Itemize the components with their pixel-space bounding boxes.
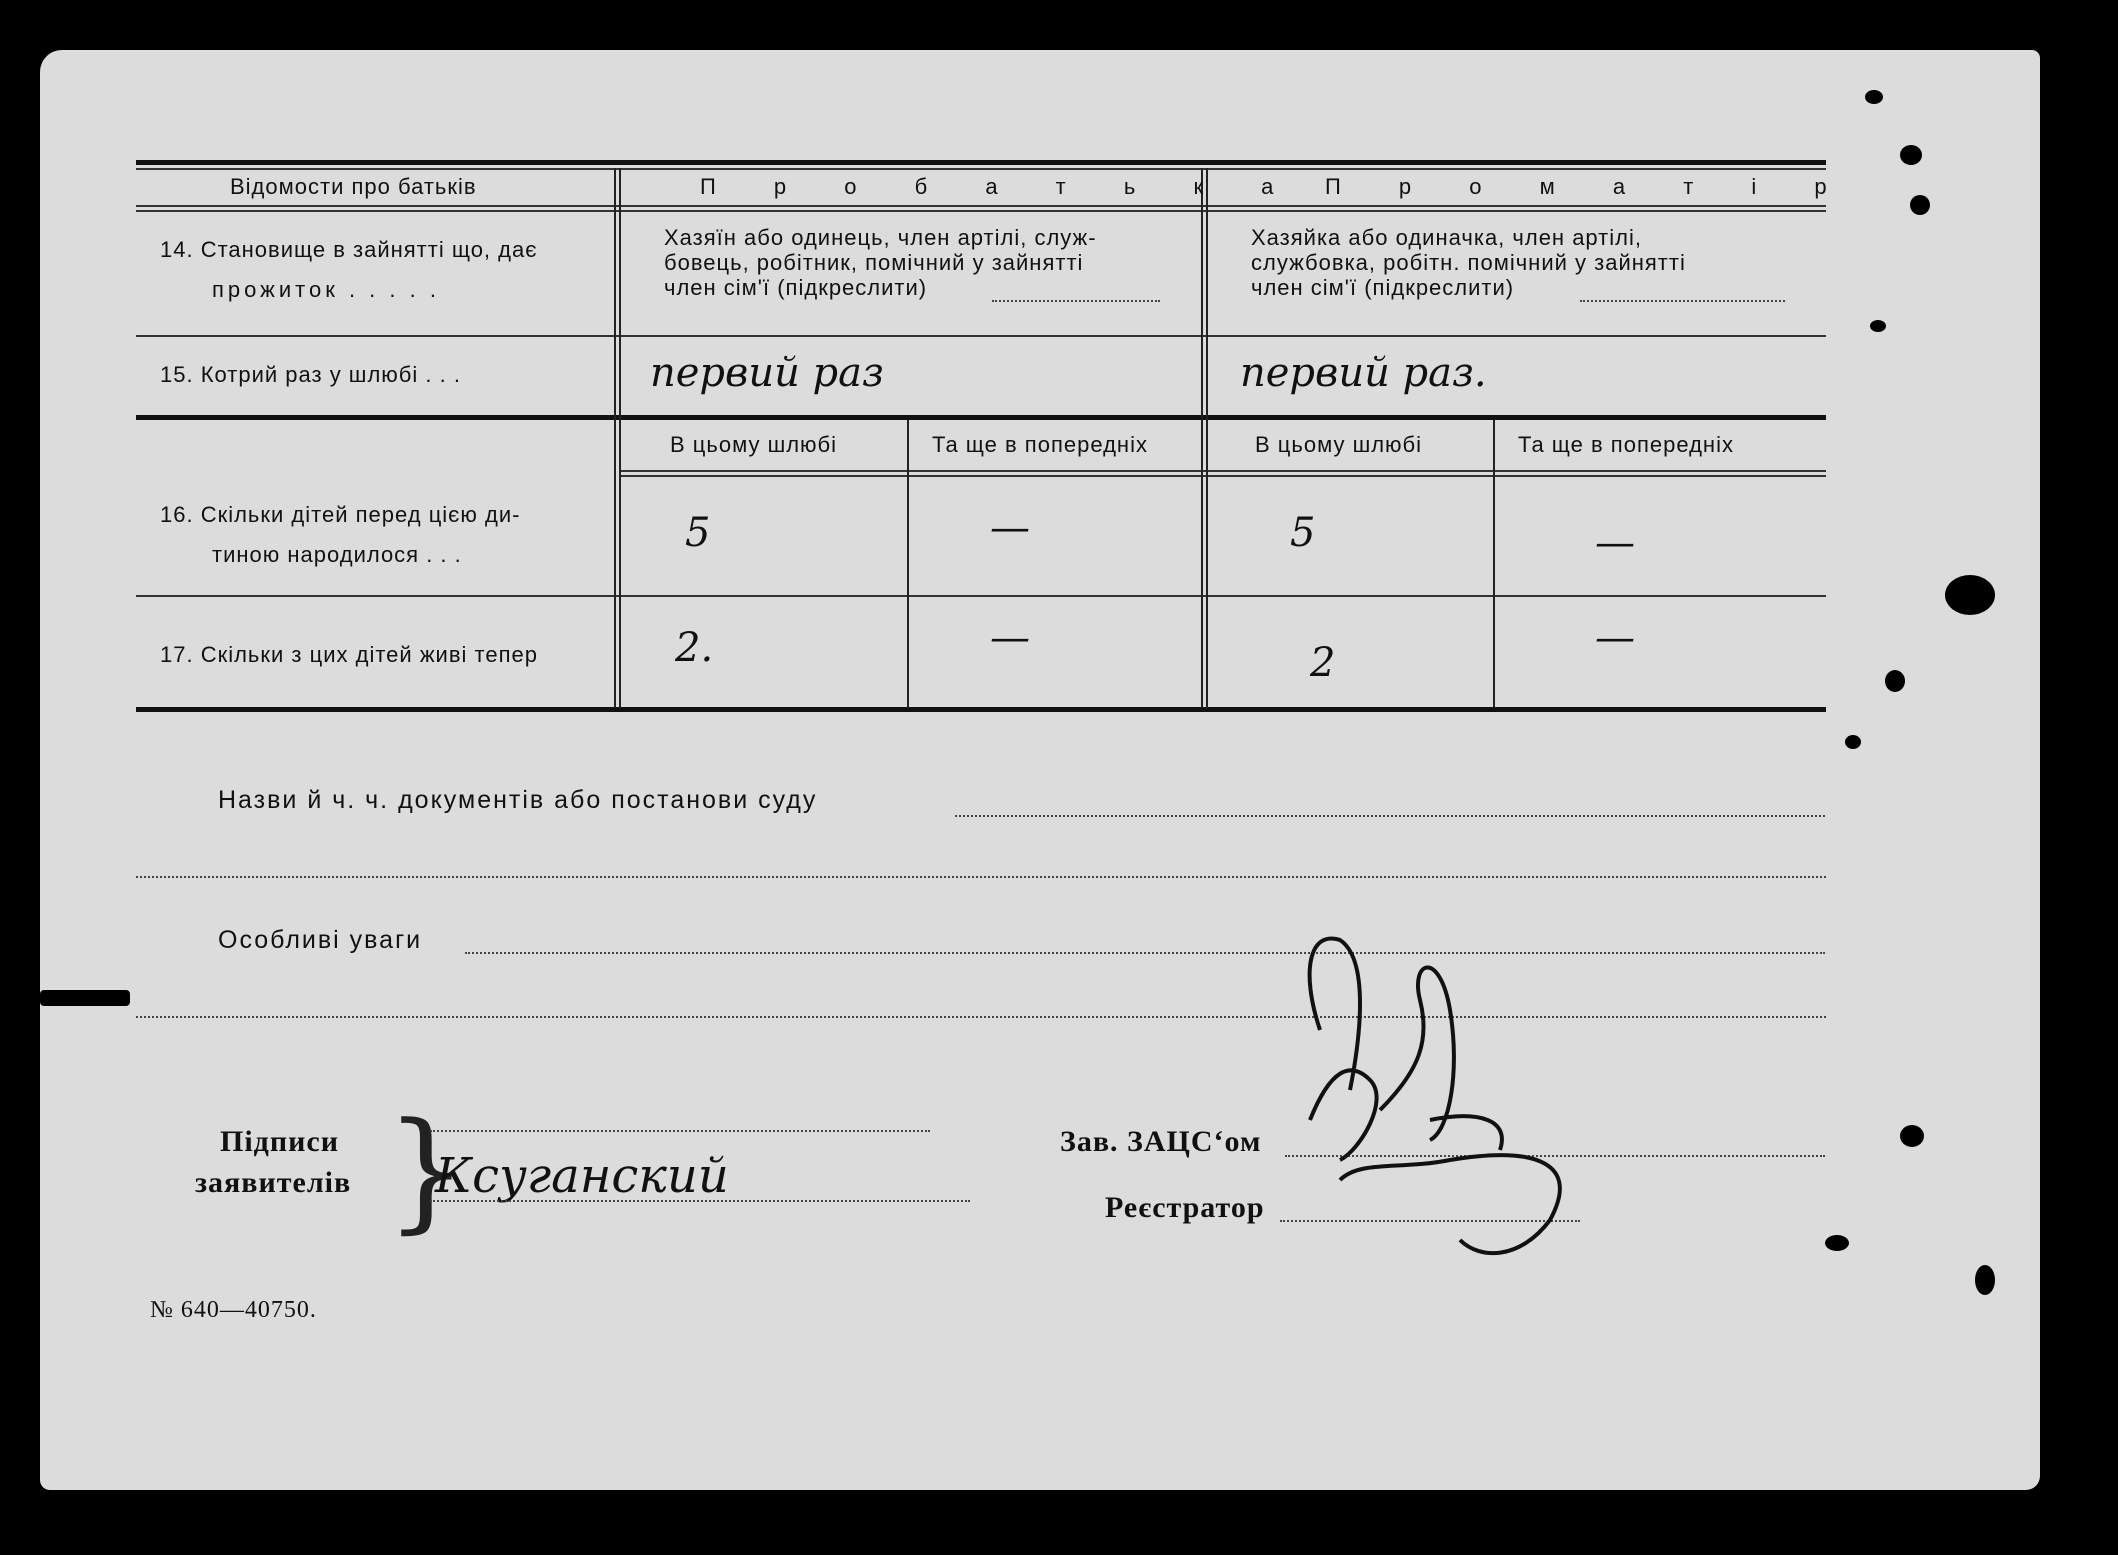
column-divider: [614, 168, 621, 708]
column-divider: [1201, 168, 1208, 708]
row14-mother-line1: Хазяйка або одиначка, член артілі,: [1251, 225, 1642, 250]
row14-father-line2: бовець, робітник, помічний у зайнятті: [664, 250, 1084, 275]
subheader-father-previous: Та ще в попередніх: [932, 432, 1148, 457]
row16-mother-this-value: 5: [1290, 510, 1316, 556]
row16-father-prev-value: —: [990, 505, 1030, 551]
section-divider: [136, 415, 1826, 420]
row15-label: 15. Котрий раз у шлюбі . . .: [160, 362, 461, 387]
row16-label: 16. Скільки дітей перед цією ди-: [160, 502, 521, 527]
registrar-label: Реєстратор: [1105, 1191, 1265, 1224]
header-father: П р о б а т ь к а: [700, 174, 1300, 199]
subheader-mother-this: В цьому шлюбі: [1255, 432, 1423, 457]
row14-mother-line2: службовка, робітн. помічний у зайнятті: [1251, 250, 1686, 275]
row16-label-cont: тиною народилося . . .: [212, 542, 462, 567]
document-sheet: [40, 50, 2040, 1490]
remarks-label: Особливі уваги: [218, 926, 423, 954]
header-mother: П р о м а т і р: [1325, 174, 1853, 199]
header-parents-info: Відомости про батьків: [230, 174, 477, 199]
row14-mother-line3: член сім'ї (підкреслити): [1251, 275, 1515, 300]
table-top-border: [136, 160, 1826, 165]
row15-father-handwriting: первий раз: [650, 350, 884, 396]
row14-label: 14. Становище в зайнятті що, дає: [160, 237, 538, 262]
applicant-signature: Ксуганский: [435, 1148, 729, 1204]
row17-father-this-value: 2.: [675, 625, 714, 671]
documents-label: Назви й ч. ч. документів або постанови суду: [218, 786, 818, 814]
column-divider: [907, 420, 909, 708]
row17-mother-this-value: 2: [1310, 640, 1336, 686]
row17-label: 17. Скільки з цих дітей живі тепер: [160, 642, 538, 667]
row14-label-cont: прожиток . . . . .: [212, 277, 440, 302]
subheader-mother-previous: Та ще в попередніх: [1518, 432, 1734, 457]
row17-father-prev-value: —: [990, 615, 1030, 661]
zags-head-label: Зав. ЗАЦС‘ом: [1060, 1125, 1262, 1158]
table-bottom-border: [136, 707, 1826, 712]
row15-mother-handwriting: первий раз.: [1240, 350, 1487, 396]
row16-mother-prev-value: —: [1595, 520, 1635, 566]
applicants-signatures-label-cont: заявителів: [195, 1166, 352, 1199]
head-signature: [1280, 920, 1600, 1280]
column-divider: [1493, 420, 1495, 708]
row14-father-line1: Хазяїн або одинець, член артілі, служ-: [664, 225, 1097, 250]
applicants-signatures-label: Підписи: [220, 1125, 340, 1158]
row14-father-line3: член сім'ї (підкреслити): [664, 275, 928, 300]
form-number: № 640—40750.: [150, 1297, 317, 1323]
row17-mother-prev-value: —: [1595, 615, 1635, 661]
row16-father-this-value: 5: [685, 510, 711, 556]
subheader-father-this: В цьому шлюбі: [670, 432, 838, 457]
brace-icon: }: [385, 1094, 468, 1246]
